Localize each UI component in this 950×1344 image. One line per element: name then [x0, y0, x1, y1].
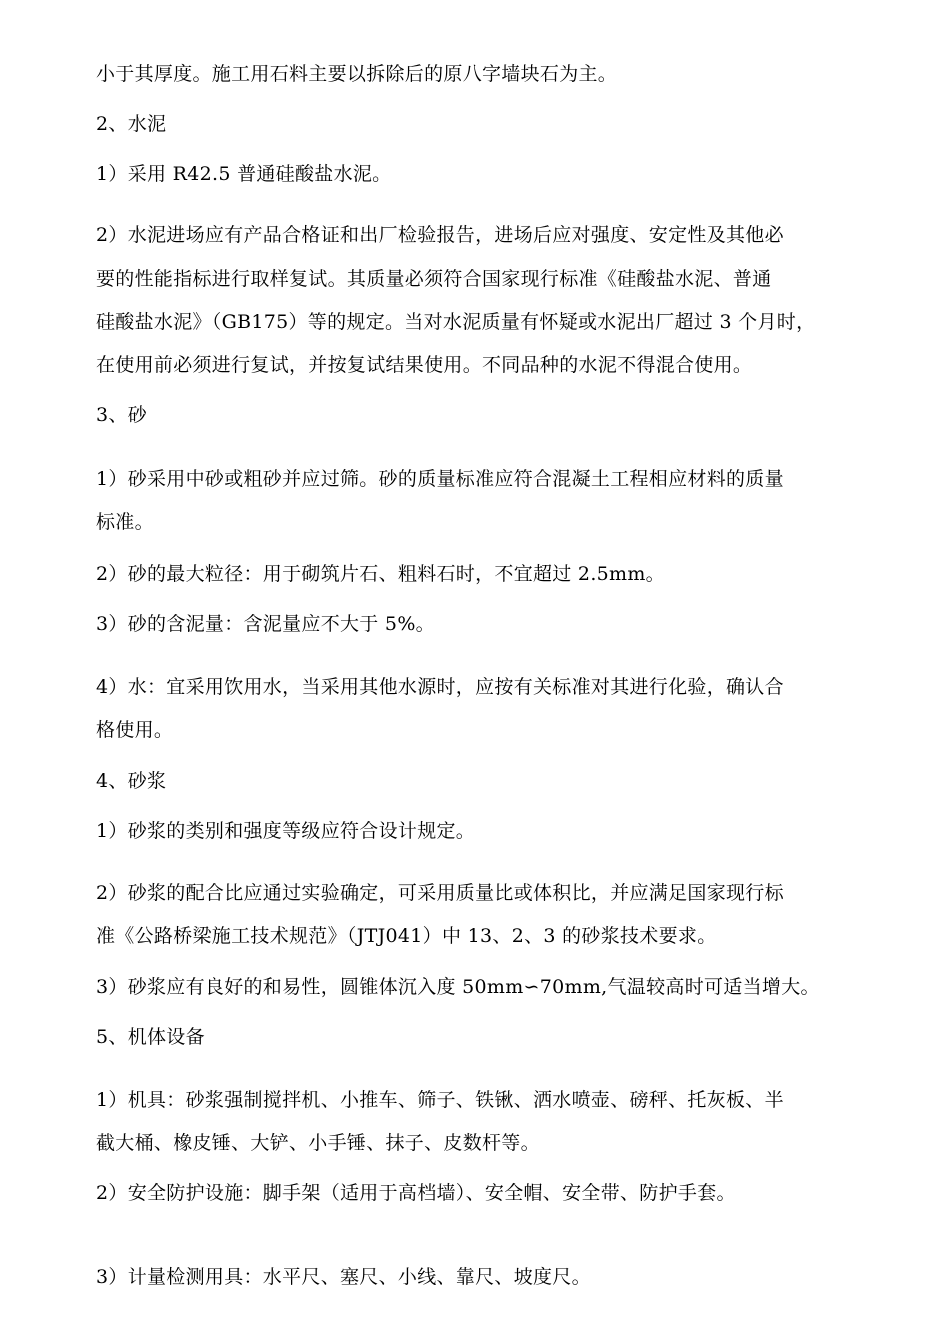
text-line: 格使用。: [96, 719, 174, 741]
text-line: 2）水泥进场应有产品合格证和出厂检验报告，进场后应对强度、安定性及其他必: [96, 224, 784, 246]
section-heading-sand: 3、砂: [96, 404, 147, 426]
text-line: 2）安全防护设施：脚手架（适用于高档墙）、安全帽、安全带、防护手套。: [96, 1182, 736, 1204]
section-heading-mortar: 4、砂浆: [96, 770, 167, 792]
text-line: 硅酸盐水泥》（GB175）等的规定。当对水泥质量有怀疑或水泥出厂超过 3 个月时，: [96, 311, 816, 333]
text-line: 3）计量检测用具：水平尺、塞尺、小线、靠尺、坡度尺。: [96, 1266, 591, 1288]
text-line: 1）砂浆的类别和强度等级应符合设计规定。: [96, 820, 476, 842]
text-line: 3）砂浆应有良好的和易性，圆锥体沉入度 50mm∽70mm,气温较高时可适当增大。: [96, 976, 820, 998]
section-heading-cement: 2、水泥: [96, 113, 167, 135]
text-line: 小于其厚度。施工用石料主要以拆除后的原八字墙块石为主。: [96, 63, 618, 85]
text-line: 1）机具：砂浆强制搅拌机、小推车、筛子、铁锹、洒水喷壶、磅秤、托灰板、半: [96, 1089, 784, 1111]
text-line: 1）砂采用中砂或粗砂并应过筛。砂的质量标准应符合混凝土工程相应材料的质量: [96, 468, 784, 490]
text-line: 2）砂的最大粒径：用于砌筑片石、粗料石时，不宜超过 2.5mm。: [96, 563, 665, 585]
text-line: 准《公路桥梁施工技术规范》（JTJ041）中 13、2、3 的砂浆技术要求。: [96, 925, 717, 947]
text-line: 4）水：宜采用饮用水，当采用其他水源时，应按有关标准对其进行化验，确认合: [96, 676, 784, 698]
text-line: 要的性能指标进行取样复试。其质量必须符合国家现行标准《硅酸盐水泥、普通: [96, 268, 772, 290]
section-heading-equipment: 5、机体设备: [96, 1026, 205, 1048]
text-line: 3）砂的含泥量：含泥量应不大于 5%。: [96, 613, 435, 635]
text-line: 标准。: [96, 511, 154, 533]
text-line: 截大桶、橡皮锤、大铲、小手锤、抹子、皮数杆等。: [96, 1132, 540, 1154]
text-line: 2）砂浆的配合比应通过实验确定，可采用质量比或体积比，并应满足国家现行标: [96, 882, 784, 904]
text-line: 在使用前必须进行复试，并按复试结果使用。不同品种的水泥不得混合使用。: [96, 354, 753, 376]
text-line: 1）采用 R42.5 普通硅酸盐水泥。: [96, 163, 392, 185]
